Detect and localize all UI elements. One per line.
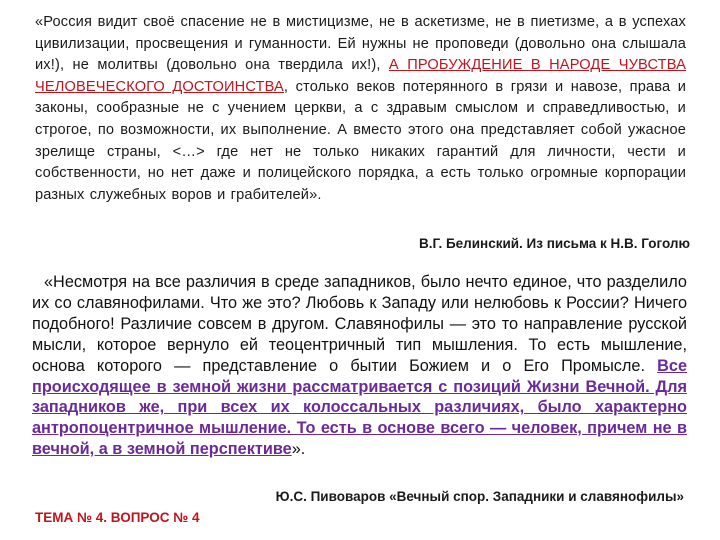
pivovarov-quote-text-start: «Несмотря на все различия в среде западников, было нечто единое, что разделило их со славянофилами. Что же это? Любовь к Западу или нелюбовь к России? Ничего подобного! Различие совсем в другом. Славянофилы — это то направление русской мысли, которое вернуло ей теоцентричный тип мышления. То есть мышление, основа которого — представление о бытии Божием и о Его Промысле. bbox=[32, 273, 687, 375]
belinsky-attribution: В.Г. Белинский. Из письма к Н.В. Гоголю bbox=[418, 236, 690, 251]
pivovarov-quote bbox=[32, 272, 687, 460]
belinsky-quote-highlight: А ПРОБУЖДЕНИЕ В НАРОДЕ ЧУВСТВА ЧЕЛОВЕЧЕСКОГО ДОСТОИНСТВА bbox=[35, 57, 686, 95]
belinsky-quote-text-end: , столько веков потерянного в грязи и навозе, права и законы, сообразные не с учением церкви, а с здравым смыслом и справедливостью, и строгое, по возможности, их выполнение. А вместо этого она представляет собой ужасное зрелище страны, <…> где нет не только никаких гарантий для личности, чести и собственности, но нет даже и полицейского порядка, а есть только огромные корпорации разных служебных воров и грабителей». bbox=[35, 78, 686, 203]
belinsky-quote-text-start: «Россия видит своё спасение не в мистицизме, не в аскетизме, не в пиетизме, а в успехах цивилизации, просвещения и гуманности. Ей нужны не проповеди (довольно она слышала их!), не молитвы (довольно она твердила их!), bbox=[35, 14, 686, 74]
belinsky-quote bbox=[35, 12, 686, 206]
pivovarov-quote-text-end: ». bbox=[291, 440, 306, 459]
pivovarov-quote-highlight: Все происходящее в земной жизни рассматривается с позиций Жизни Вечной. Для западников же, при всех их колоссальных различиях, было характерно антропоцентричное мышление. То есть в основе всего — человек, причем не в вечной, а в земной перспективе bbox=[32, 356, 687, 459]
topic-label: ТЕМА № 4. ВОПРОС № 4 bbox=[35, 510, 200, 525]
pivovarov-attribution: Ю.С. Пивоваров «Вечный спор. Западники и славянофилы» bbox=[275, 489, 684, 504]
